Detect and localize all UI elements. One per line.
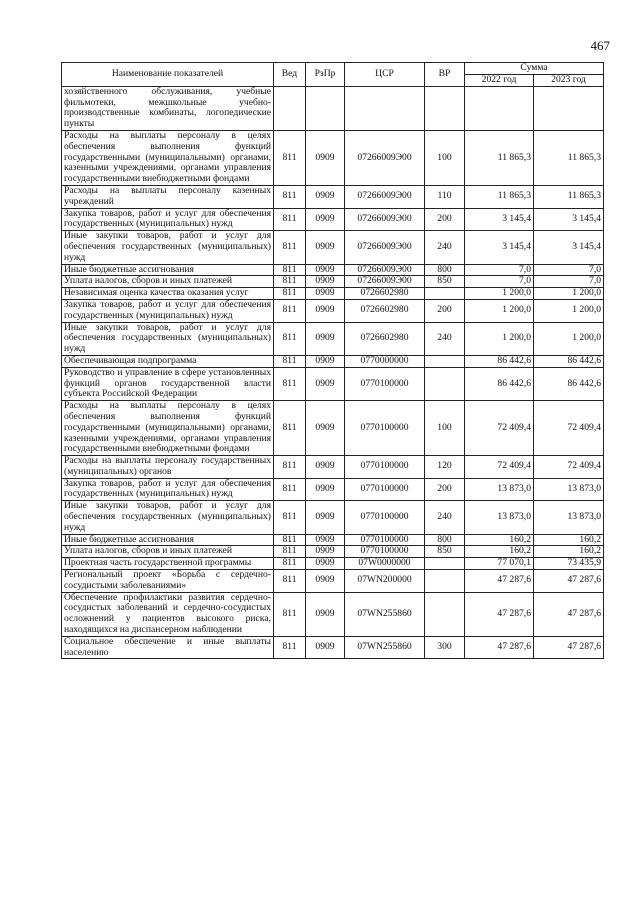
row-name: Обеспечивающая подпрограмма xyxy=(62,355,274,367)
row-vr: 100 xyxy=(425,130,465,185)
row-sum-2022: 72 409,4 xyxy=(465,401,534,456)
row-rzpr: 0909 xyxy=(306,208,345,231)
row-ved: 811 xyxy=(274,231,306,264)
row-ved: 811 xyxy=(274,592,306,636)
row-name: Обеспечение профилактики развития сердечно-сосудистых заболеваний и сердечно-сосудистых осложнений у пациентов высокого риска, находящихся на диспансерном наблюдении xyxy=(62,592,274,636)
row-csr: 0726602980 xyxy=(345,322,425,355)
row-sum-2022: 47 287,6 xyxy=(465,570,534,593)
row-sum-2023: 1 200,0 xyxy=(534,322,604,355)
row-rzpr: 0909 xyxy=(306,231,345,264)
row-vr xyxy=(425,592,465,636)
row-vr: 200 xyxy=(425,208,465,231)
row-name: Закупка товаров, работ и услуг для обеспечения государственных (муниципальных) нужд xyxy=(62,208,274,231)
table-row xyxy=(62,636,604,659)
table-row xyxy=(62,401,604,456)
row-name: Расходы на выплаты персоналу в целях обеспечения выполнения функций государственными (муниципальными) органами, казенными учреждениями, органами управления государственными внебюджетными фондами xyxy=(62,130,274,185)
row-csr: 0726602980 xyxy=(345,299,425,322)
row-csr: 07WN200000 xyxy=(345,570,425,593)
row-vr: 850 xyxy=(425,546,465,558)
row-rzpr: 0909 xyxy=(306,401,345,456)
row-rzpr: 0909 xyxy=(306,558,345,570)
row-sum-2023: 47 287,6 xyxy=(534,570,604,593)
row-ved: 811 xyxy=(274,456,306,479)
row-vr xyxy=(425,86,465,130)
row-name: Расходы на выплаты персоналу в целях обеспечения выполнения функций государственными (муниципальными) органами, казенными учреждениями, органами управления государственными внебюджетными фондами xyxy=(62,401,274,456)
row-vr: 110 xyxy=(425,185,465,208)
row-sum-2023: 11 865,3 xyxy=(534,185,604,208)
row-csr: 0770000000 xyxy=(345,355,425,367)
row-name: Социальное обеспечение и иные выплаты населению xyxy=(62,636,274,659)
row-rzpr: 0909 xyxy=(306,276,345,288)
row-name: Расходы на выплаты персоналу казенных учреждений xyxy=(62,185,274,208)
row-vr xyxy=(425,355,465,367)
row-sum-2022: 3 145,4 xyxy=(465,231,534,264)
row-name: Уплата налогов, сборов и иных платежей xyxy=(62,276,274,288)
row-rzpr: 0909 xyxy=(306,264,345,276)
row-rzpr: 0909 xyxy=(306,534,345,546)
row-sum-2022: 13 873,0 xyxy=(465,501,534,534)
row-csr: 0770100000 xyxy=(345,534,425,546)
row-rzpr: 0909 xyxy=(306,456,345,479)
row-csr: 07266009Э00 xyxy=(345,130,425,185)
row-sum-2023: 3 145,4 xyxy=(534,231,604,264)
row-ved: 811 xyxy=(274,264,306,276)
row-rzpr: 0909 xyxy=(306,636,345,659)
row-sum-2023: 47 287,6 xyxy=(534,636,604,659)
budget-table xyxy=(61,62,604,659)
table-row xyxy=(62,546,604,558)
row-name: Иные бюджетные ассигнования xyxy=(62,264,274,276)
row-sum-2022: 72 409,4 xyxy=(465,456,534,479)
row-vr xyxy=(425,558,465,570)
row-vr: 240 xyxy=(425,501,465,534)
row-rzpr: 0909 xyxy=(306,570,345,593)
row-sum-2023: 160,2 xyxy=(534,534,604,546)
row-vr: 120 xyxy=(425,456,465,479)
row-rzpr: 0909 xyxy=(306,478,345,501)
row-ved: 811 xyxy=(274,299,306,322)
row-sum-2023: 11 865,3 xyxy=(534,130,604,185)
row-sum-2023: 72 409,4 xyxy=(534,456,604,479)
row-name: Уплата налогов, сборов и иных платежей xyxy=(62,546,274,558)
row-csr: 0770100000 xyxy=(345,478,425,501)
row-rzpr: 0909 xyxy=(306,546,345,558)
row-ved: 811 xyxy=(274,534,306,546)
row-name: Закупка товаров, работ и услуг для обеспечения государственных (муниципальных) нужд xyxy=(62,478,274,501)
row-sum-2023: 3 145,4 xyxy=(534,208,604,231)
row-csr: 0770100000 xyxy=(345,456,425,479)
row-sum-2023: 47 287,6 xyxy=(534,592,604,636)
row-sum-2022: 11 865,3 xyxy=(465,130,534,185)
table-row xyxy=(62,299,604,322)
row-vr: 240 xyxy=(425,231,465,264)
row-csr: 07266009Э00 xyxy=(345,264,425,276)
row-sum-2022: 1 200,0 xyxy=(465,288,534,300)
row-sum-2023: 13 873,0 xyxy=(534,478,604,501)
row-name: Региональный проект «Борьба с сердечно-сосудистыми заболеваниями» xyxy=(62,570,274,593)
row-csr: 07WN255860 xyxy=(345,636,425,659)
table-header-row xyxy=(62,63,604,75)
row-csr: 07266009Э00 xyxy=(345,276,425,288)
row-name: Иные закупки товаров, работ и услуг для обеспечения государственных (муниципальных) нужд xyxy=(62,501,274,534)
row-name: Проектная часть государственной программы xyxy=(62,558,274,570)
row-sum-2022: 13 873,0 xyxy=(465,478,534,501)
row-sum-2022: 86 442,6 xyxy=(465,367,534,400)
row-sum-2022: 160,2 xyxy=(465,546,534,558)
row-rzpr xyxy=(306,86,345,130)
table-row xyxy=(62,86,604,130)
row-sum-2022: 1 200,0 xyxy=(465,299,534,322)
row-sum-2023: 13 873,0 xyxy=(534,501,604,534)
table-row xyxy=(62,456,604,479)
row-ved: 811 xyxy=(274,208,306,231)
row-csr: 07WN255860 xyxy=(345,592,425,636)
row-csr xyxy=(345,86,425,130)
table-row xyxy=(62,558,604,570)
row-rzpr: 0909 xyxy=(306,130,345,185)
row-sum-2022: 77 070,1 xyxy=(465,558,534,570)
row-ved: 811 xyxy=(274,130,306,185)
row-sum-2023: 72 409,4 xyxy=(534,401,604,456)
row-sum-2023 xyxy=(534,86,604,130)
row-rzpr: 0909 xyxy=(306,501,345,534)
row-csr: 07266009Э00 xyxy=(345,185,425,208)
row-csr: 0770100000 xyxy=(345,546,425,558)
row-sum-2023: 7,0 xyxy=(534,264,604,276)
header-year-2022: 2022 год xyxy=(465,74,534,86)
row-sum-2022: 7,0 xyxy=(465,264,534,276)
table-row xyxy=(62,231,604,264)
table-row xyxy=(62,208,604,231)
header-name: Наименование показателей xyxy=(62,63,274,87)
row-name: Иные закупки товаров, работ и услуг для обеспечения государственных (муниципальных) нужд xyxy=(62,322,274,355)
row-csr: 0770100000 xyxy=(345,401,425,456)
row-ved: 811 xyxy=(274,546,306,558)
row-sum-2023: 1 200,0 xyxy=(534,299,604,322)
row-ved: 811 xyxy=(274,478,306,501)
header-ved: Вед xyxy=(274,63,306,87)
row-vr: 800 xyxy=(425,264,465,276)
table-row xyxy=(62,185,604,208)
row-name: Иные закупки товаров, работ и услуг для обеспечения государственных (муниципальных) нужд xyxy=(62,231,274,264)
page-number: 467 xyxy=(590,38,610,53)
table-row xyxy=(62,130,604,185)
row-csr: 07266009Э00 xyxy=(345,208,425,231)
row-name: хозяйственного обслуживания, учебные фильмотеки, межшкольные учебно-производственные комбинаты, логопедические пункты xyxy=(62,86,274,130)
row-vr: 100 xyxy=(425,401,465,456)
row-ved: 811 xyxy=(274,401,306,456)
row-csr: 0726602980 xyxy=(345,288,425,300)
header-year-2023: 2023 год xyxy=(534,74,604,86)
row-ved: 811 xyxy=(274,636,306,659)
row-csr: 0770100000 xyxy=(345,367,425,400)
row-sum-2022: 47 287,6 xyxy=(465,592,534,636)
row-name: Закупка товаров, работ и услуг для обеспечения государственных (муниципальных) нужд xyxy=(62,299,274,322)
row-ved: 811 xyxy=(274,185,306,208)
row-name: Расходы на выплаты персоналу государственных (муниципальных) органов xyxy=(62,456,274,479)
row-sum-2022: 3 145,4 xyxy=(465,208,534,231)
row-sum-2022: 160,2 xyxy=(465,534,534,546)
row-vr: 200 xyxy=(425,478,465,501)
table-body xyxy=(62,86,604,659)
row-ved: 811 xyxy=(274,558,306,570)
row-vr: 200 xyxy=(425,299,465,322)
row-sum-2023: 7,0 xyxy=(534,276,604,288)
row-name: Независимая оценка качества оказания услуг xyxy=(62,288,274,300)
table-row xyxy=(62,570,604,593)
table-row xyxy=(62,592,604,636)
row-vr xyxy=(425,570,465,593)
row-vr: 300 xyxy=(425,636,465,659)
row-vr: 850 xyxy=(425,276,465,288)
row-csr: 0770100000 xyxy=(345,501,425,534)
row-sum-2022: 1 200,0 xyxy=(465,322,534,355)
row-ved: 811 xyxy=(274,288,306,300)
row-sum-2022: 86 442,6 xyxy=(465,355,534,367)
row-sum-2022: 11 865,3 xyxy=(465,185,534,208)
row-rzpr: 0909 xyxy=(306,185,345,208)
row-rzpr: 0909 xyxy=(306,299,345,322)
row-ved: 811 xyxy=(274,276,306,288)
row-csr: 07W0000000 xyxy=(345,558,425,570)
table-row xyxy=(62,264,604,276)
row-name: Руководство и управление в сфере установленных функций органов государственной власти субъекта Российской Федерации xyxy=(62,367,274,400)
row-vr xyxy=(425,367,465,400)
row-ved: 811 xyxy=(274,570,306,593)
row-sum-2022: 7,0 xyxy=(465,276,534,288)
row-rzpr: 0909 xyxy=(306,355,345,367)
table-row xyxy=(62,478,604,501)
row-sum-2023: 1 200,0 xyxy=(534,288,604,300)
table-row xyxy=(62,276,604,288)
table-row xyxy=(62,355,604,367)
row-rzpr: 0909 xyxy=(306,322,345,355)
header-rzpr: РзПр xyxy=(306,63,345,87)
row-sum-2022: 47 287,6 xyxy=(465,636,534,659)
table-row xyxy=(62,534,604,546)
row-vr xyxy=(425,288,465,300)
row-vr: 800 xyxy=(425,534,465,546)
row-rzpr: 0909 xyxy=(306,592,345,636)
header-csr: ЦСР xyxy=(345,63,425,87)
table-row xyxy=(62,367,604,400)
table-row xyxy=(62,322,604,355)
row-ved: 811 xyxy=(274,322,306,355)
table-row xyxy=(62,501,604,534)
row-rzpr: 0909 xyxy=(306,288,345,300)
row-vr: 240 xyxy=(425,322,465,355)
row-csr: 07266009Э00 xyxy=(345,231,425,264)
row-sum-2023: 86 442,6 xyxy=(534,355,604,367)
table-row xyxy=(62,288,604,300)
row-ved: 811 xyxy=(274,367,306,400)
header-vr: ВР xyxy=(425,63,465,87)
row-sum-2023: 160,2 xyxy=(534,546,604,558)
row-ved: 811 xyxy=(274,355,306,367)
header-sum: Сумма xyxy=(465,63,604,75)
row-name: Иные бюджетные ассигнования xyxy=(62,534,274,546)
row-ved: 811 xyxy=(274,501,306,534)
row-sum-2022 xyxy=(465,86,534,130)
row-sum-2023: 73 435,9 xyxy=(534,558,604,570)
row-rzpr: 0909 xyxy=(306,367,345,400)
row-ved xyxy=(274,86,306,130)
row-sum-2023: 86 442,6 xyxy=(534,367,604,400)
